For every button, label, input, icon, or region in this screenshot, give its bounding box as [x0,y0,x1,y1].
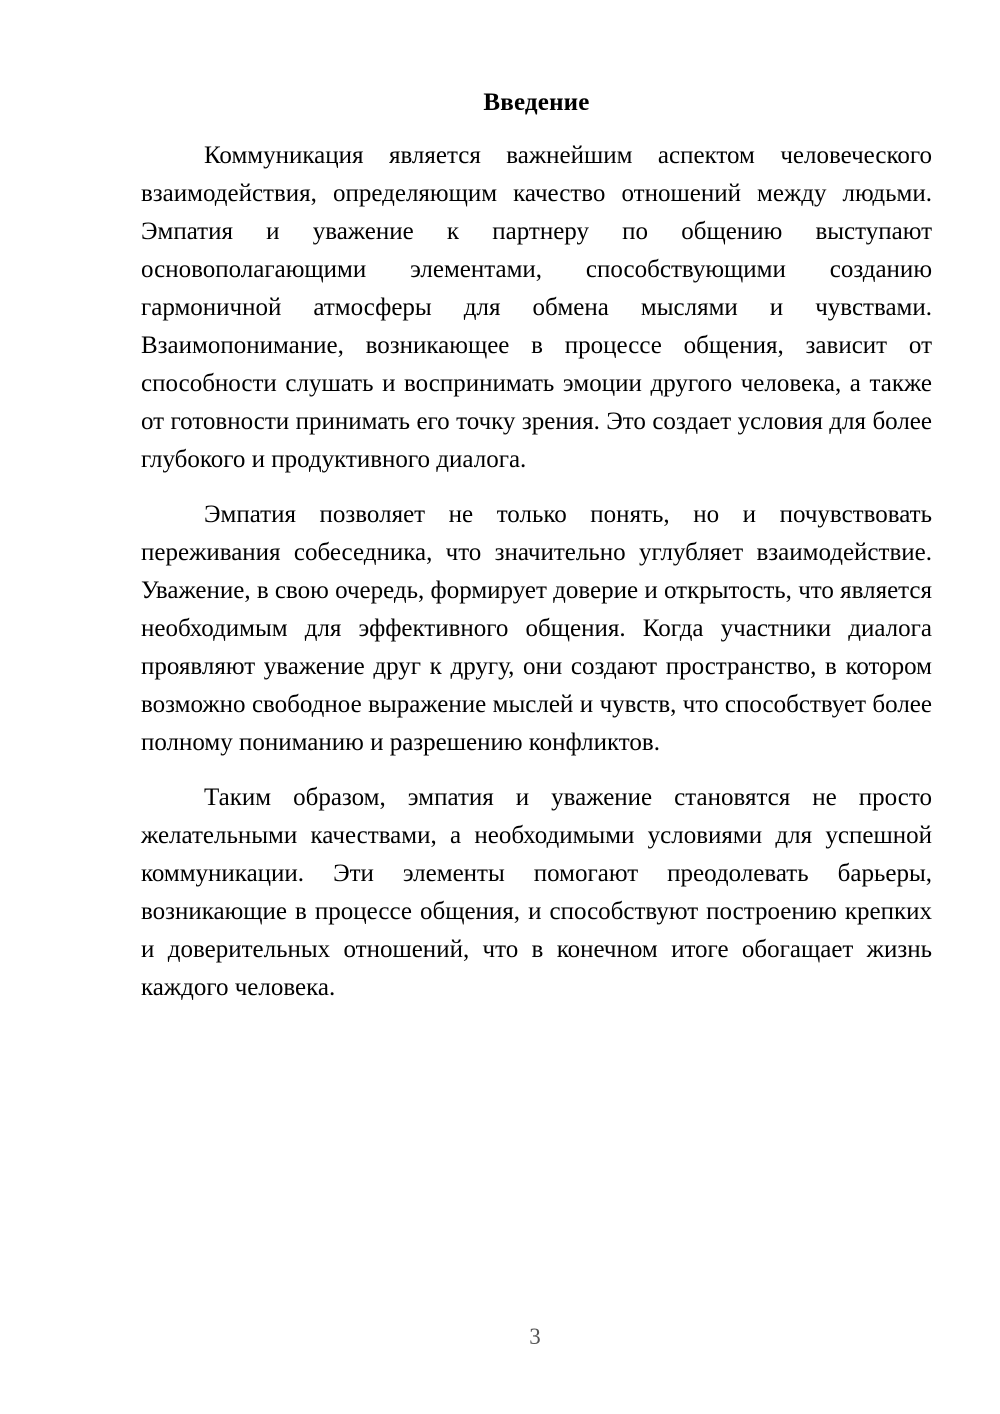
page-number: 3 [529,1324,541,1349]
body-paragraph: Таким образом, эмпатия и уважение становятся не просто желательными качествами, а необходимыми условиями для успешной коммуникации. Эти элементы помогают преодолевать барьеры, возникающие в процессе общения, и способствуют построению крепких и доверительных отношений, что в конечном итоге обогащает жизнь каждого человека. [141,784,932,1001]
page-title: Введение [483,89,590,116]
document-text-block [141,0,932,1007]
body-paragraph: Эмпатия позволяет не только понять, но и почувствовать переживания собеседника, что значительно углубляет взаимодействие. Уважение, в свою очередь, формирует доверие и открытость, что является необходимым для эффективного общения. Когда участники диалога проявляют уважение друг к другу, они создают пространство, в котором возможно свободное выражение мыслей и чувств, что способствует более полному пониманию и разрешению конфликтов. [141,501,932,756]
body-paragraph: Коммуникация является важнейшим аспектом человеческого взаимодействия, определяющим качество отношений между людьми. Эмпатия и уважение к партнеру по общению выступают основополагающими элементами, способствующими созданию гармоничной атмосферы для обмена мыслями и чувствами. Взаимопонимание, возникающее в процессе общения, зависит от способности слушать и воспринимать эмоции другого человека, а также от готовности принимать его точку зрения. Это создает условия для более глубокого и продуктивного диалога. [141,142,932,473]
